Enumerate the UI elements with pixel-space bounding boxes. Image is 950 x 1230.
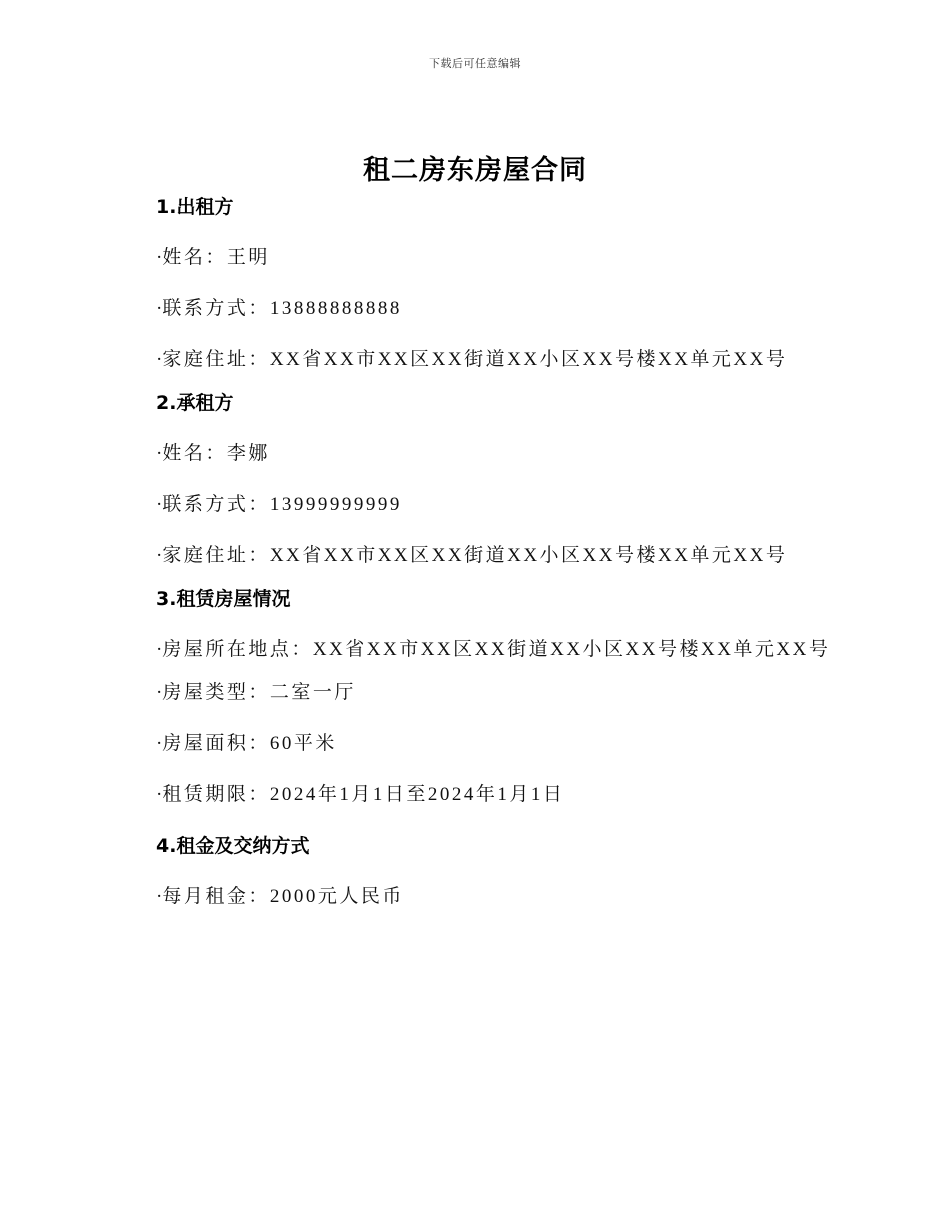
item-text: 家庭住址：XX省XX市XX区XX街道XX小区XX号楼XX单元XX号	[162, 545, 788, 566]
bullet: ·	[156, 682, 163, 703]
section-heading-rent: 4.租金及交纳方式	[156, 835, 310, 857]
section-heading-property: 3.租赁房屋情况	[156, 588, 291, 610]
lessor-address	[113, 338, 833, 382]
item-text: 联系方式：13888888888	[162, 298, 402, 319]
bullet: ·	[156, 443, 163, 464]
property-type	[113, 678, 833, 708]
item-text: 房屋面积：60平米	[162, 733, 337, 754]
document-title: 租二房东房屋合同	[363, 155, 587, 186]
lessee-address	[113, 534, 833, 578]
bullet: ·	[156, 247, 163, 268]
bullet: ·	[156, 494, 163, 515]
item-text: 家庭住址：XX省XX市XX区XX街道XX小区XX号楼XX单元XX号	[162, 349, 788, 370]
item-text: 姓名：李娜	[162, 443, 270, 464]
bullet: ·	[156, 886, 163, 907]
bullet: ·	[156, 545, 163, 566]
section-heading-lessee: 2.承租方	[156, 392, 234, 414]
bullet: ·	[156, 349, 163, 370]
document-body	[113, 192, 833, 933]
bullet: ·	[156, 784, 163, 805]
bullet: ·	[156, 639, 163, 660]
item-text: 房屋类型：二室一厅	[162, 682, 356, 703]
monthly-rent	[113, 882, 833, 912]
lessor-name	[113, 243, 833, 273]
bullet: ·	[156, 298, 163, 319]
lessor-phone	[113, 294, 833, 324]
bullet: ·	[156, 733, 163, 754]
lessee-phone	[113, 490, 833, 520]
page-header-note: 下载后可任意编辑	[429, 58, 521, 70]
property-area	[113, 729, 833, 759]
item-text: 姓名：王明	[162, 247, 270, 268]
property-location	[113, 628, 833, 672]
item-text: 房屋所在地点：XX省XX市XX区XX街道XX小区XX号楼XX单元XX号	[162, 639, 831, 660]
item-text: 每月租金：2000元人民币	[162, 886, 404, 907]
lessee-name	[113, 439, 833, 469]
item-text: 租赁期限：2024年1月1日至2024年1月1日	[162, 784, 565, 805]
section-heading-lessor: 1.出租方	[156, 196, 234, 218]
item-text: 联系方式：13999999999	[162, 494, 402, 515]
lease-term	[113, 780, 833, 810]
